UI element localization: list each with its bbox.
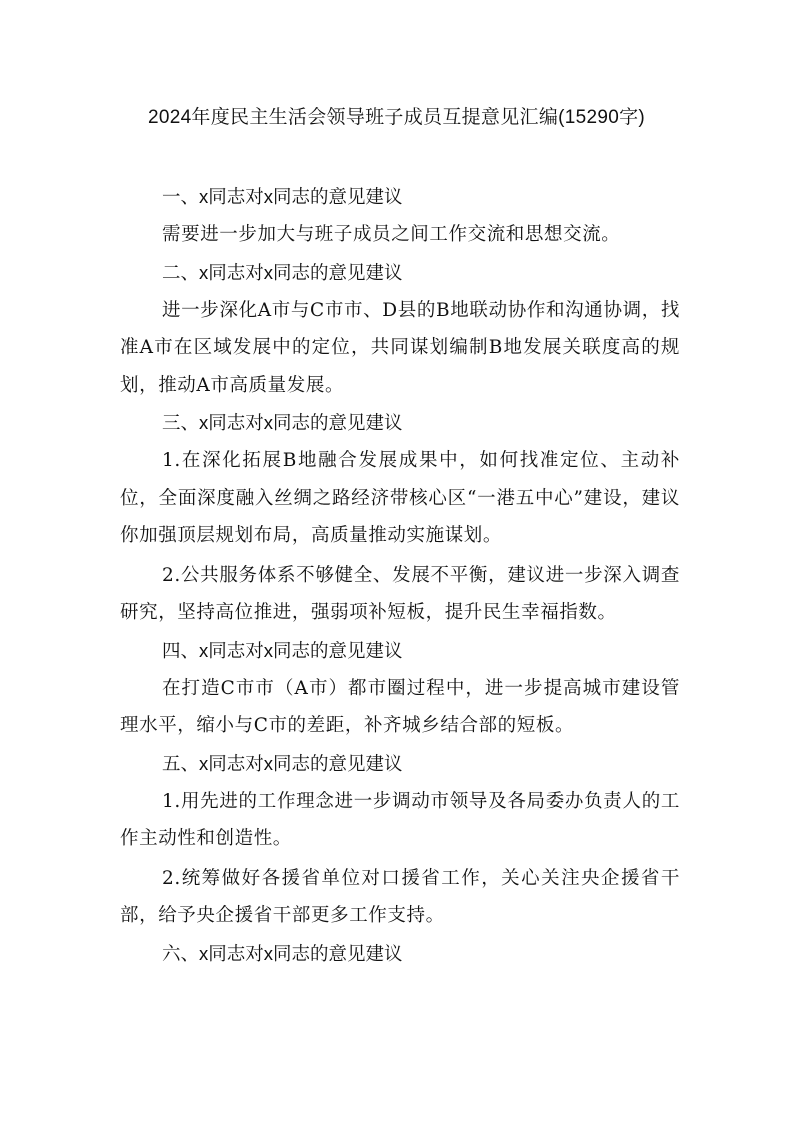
section-3 [120, 404, 680, 632]
section-paragraph: 1.在深化拓展B地融合发展成果中，如何找准定位、主动补位，全面深度融入丝绸之路经济带核心区“一港五中心”建设，建议你加强顶层规划布局，高质量推动实施谋划。 [120, 450, 680, 546]
section-paragraph: 2.公共服务体系不够健全、发展不平衡，建议进一步深入调查研究，坚持高位推进，强弱项补短板，提升民生幸福指数。 [120, 564, 680, 623]
document-title: 2024年度民主生活会领导班子成员互提意见汇编(15290字) [147, 107, 646, 128]
section-paragraph: 2.统筹做好各援省单位对口援省工作，关心关注央企援省干部，给予央企援省干部更多工作支持。 [120, 867, 680, 926]
section-5 [120, 745, 680, 935]
document-body [120, 178, 680, 973]
section-paragraph: 在打造C市市（A市）都市圈过程中，进一步提高城市建设管理水平，缩小与C市的差距，补齐城乡结合部的短板。 [120, 677, 680, 736]
section-heading: 三、x同志对x同志的意见建议 [162, 412, 403, 433]
section-4 [120, 632, 680, 745]
section-heading: 五、x同志对x同志的意见建议 [162, 752, 403, 774]
section-6 [120, 935, 680, 973]
section-2 [120, 254, 680, 405]
section-1 [120, 178, 680, 254]
section-paragraph: 1.用先进的工作理念进一步调动市领导及各局委办负责人的工作主动性和创造性。 [120, 790, 680, 849]
section-heading: 四、x同志对x同志的意见建议 [162, 639, 403, 661]
section-paragraph: 需要进一步加大与班子成员之间工作交流和思想交流。 [162, 224, 621, 245]
section-paragraph: 进一步深化A市与C市市、D县的B地联动协作和沟通协调，找准A市在区域发展中的定位，共同谋划编制B地发展关联度高的规划，推动A市高质量发展。 [120, 299, 680, 396]
section-heading: 二、x同志对x同志的意见建议 [162, 261, 403, 283]
section-heading: 六、x同志对x同志的意见建议 [162, 942, 403, 964]
section-heading: 一、x同志对x同志的意见建议 [162, 186, 403, 207]
